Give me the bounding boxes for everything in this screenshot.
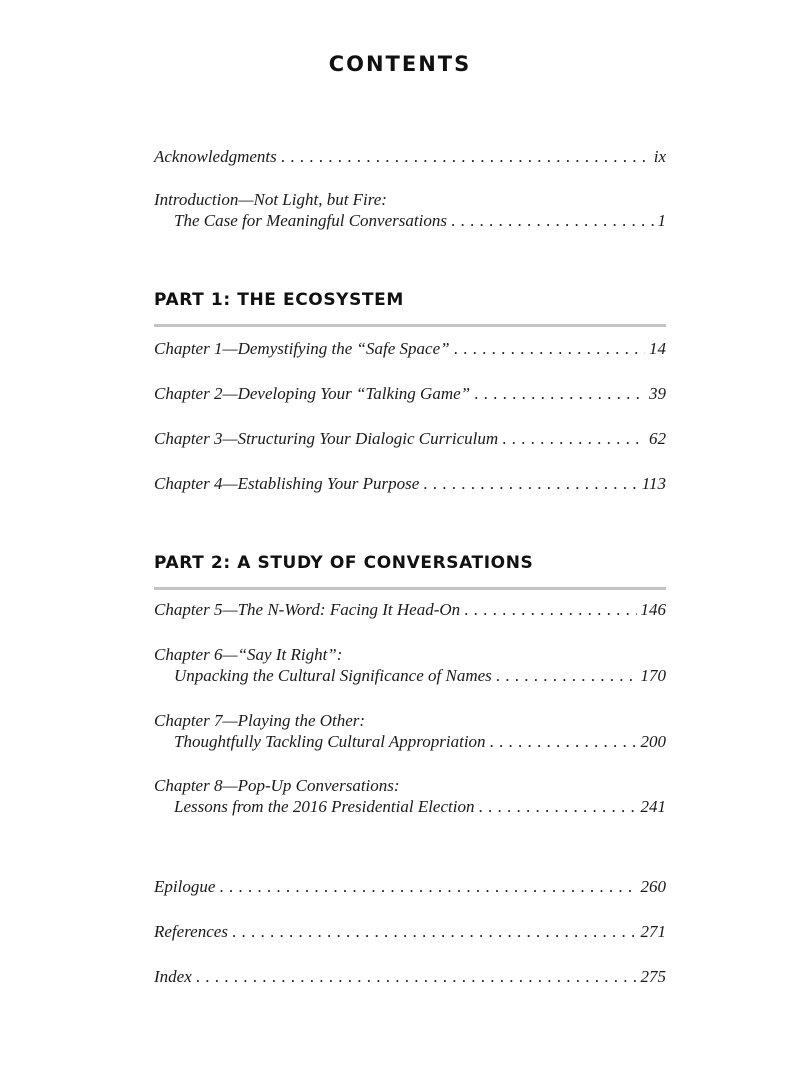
dot-leader xyxy=(423,473,637,494)
entry-subtitle: The Case for Meaningful Conversations xyxy=(174,211,447,230)
dot-leader xyxy=(281,146,650,167)
entry-subtitle: Lessons from the 2016 Presidential Election xyxy=(174,797,475,816)
entry-subtitle: Thoughtfully Tackling Cultural Appropriation xyxy=(174,732,486,751)
entry-title: Introduction—Not Light, but Fire: xyxy=(154,190,387,209)
toc-entry-chapter-8[interactable] xyxy=(154,775,666,817)
entry-page-number: 14 xyxy=(649,339,666,358)
entry-title: Chapter 4—Establishing Your Purpose xyxy=(154,474,420,493)
entry-page-number: 39 xyxy=(649,384,666,403)
toc-entry-chapter-2[interactable] xyxy=(154,383,666,404)
dot-leader xyxy=(478,796,636,817)
entry-title: Chapter 5—The N-Word: Facing It Head-On xyxy=(154,600,461,619)
dot-leader xyxy=(454,338,645,359)
dot-leader xyxy=(464,599,636,620)
entry-title: Chapter 2—Developing Your “Talking Game” xyxy=(154,384,471,403)
toc-entry-chapter-6[interactable] xyxy=(154,644,666,686)
dot-leader xyxy=(196,966,637,987)
entry-page-number: ix xyxy=(653,147,666,166)
entry-page-number: 113 xyxy=(641,474,666,493)
toc-entry-chapter-4[interactable] xyxy=(154,473,666,494)
dot-leader xyxy=(474,383,645,404)
entry-title: Index xyxy=(154,967,192,986)
entry-page-number: 271 xyxy=(640,922,666,941)
entry-title: Acknowledgments xyxy=(154,147,277,166)
toc-entry-introduction[interactable] xyxy=(154,189,666,231)
entry-subtitle: Unpacking the Cultural Significance of Names xyxy=(174,666,492,685)
part-heading: PART 1: THE ECOSYSTEM xyxy=(154,290,404,310)
divider xyxy=(154,324,666,327)
dot-leader xyxy=(451,210,654,231)
entry-page-number: 275 xyxy=(640,967,666,986)
dot-leader xyxy=(490,731,637,752)
entry-page-number: 200 xyxy=(640,732,666,751)
dot-leader xyxy=(232,921,637,942)
entry-title: References xyxy=(154,922,228,941)
toc-entry-chapter-1[interactable] xyxy=(154,338,666,359)
page-title: CONTENTS xyxy=(328,52,472,76)
entry-page-number: 170 xyxy=(640,666,666,685)
toc-entry-acknowledgments[interactable] xyxy=(154,146,666,167)
entry-page-number: 1 xyxy=(657,211,666,230)
entry-page-number: 260 xyxy=(640,877,666,896)
divider xyxy=(154,587,666,590)
entry-title: Chapter 7—Playing the Other: xyxy=(154,711,366,730)
toc-entry-chapter-5[interactable] xyxy=(154,599,666,620)
toc-entry-index[interactable] xyxy=(154,966,666,987)
entry-page-number: 62 xyxy=(649,429,666,448)
toc-entry-references[interactable] xyxy=(154,921,666,942)
dot-leader xyxy=(219,876,636,897)
dot-leader xyxy=(496,665,637,686)
toc-entry-epilogue[interactable] xyxy=(154,876,666,897)
part-heading: PART 2: A STUDY OF CONVERSATIONS xyxy=(154,553,534,573)
entry-title: Chapter 6—“Say It Right”: xyxy=(154,645,343,664)
entry-title: Chapter 3—Structuring Your Dialogic Curriculum xyxy=(154,429,499,448)
entry-title: Chapter 8—Pop-Up Conversations: xyxy=(154,776,400,795)
entry-title: Epilogue xyxy=(154,877,216,896)
dot-leader xyxy=(502,428,645,449)
entry-title: Chapter 1—Demystifying the “Safe Space” xyxy=(154,339,450,358)
entry-page-number: 241 xyxy=(640,797,666,816)
toc-entry-chapter-7[interactable] xyxy=(154,710,666,752)
entry-page-number: 146 xyxy=(640,600,666,619)
toc-entry-chapter-3[interactable] xyxy=(154,428,666,449)
